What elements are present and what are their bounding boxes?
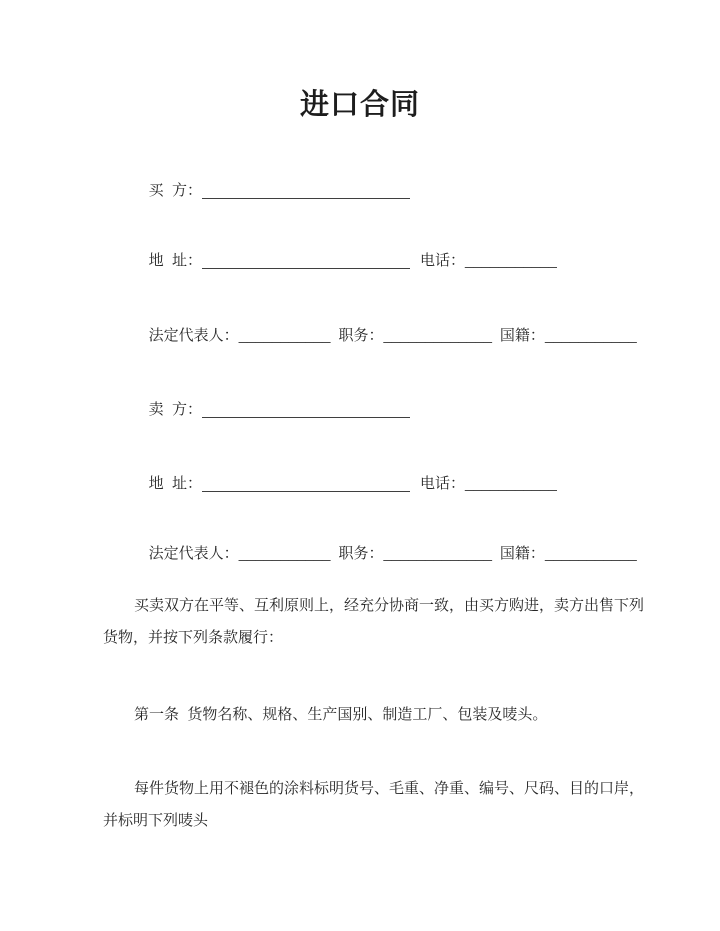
buyer-rep-label: 法定代表人： — [148, 327, 239, 344]
seller-address-blank — [202, 477, 410, 492]
buyer-address-label: 地 址： — [148, 252, 203, 269]
buyer-address-blank — [202, 254, 410, 269]
seller-phone-label: 电话： — [420, 475, 466, 492]
seller-nationality-label: 国籍： — [499, 545, 545, 562]
buyer-duty-blank: _____________ — [383, 327, 492, 344]
buyer-representative-row — [132, 303, 637, 344]
seller-nationality-blank: ___________ — [544, 545, 637, 562]
clause-1-paragraph: 第一条 货物名称、规格、生产国别、制造工厂、包装及唛头。 — [134, 706, 548, 723]
buyer-nationality-label: 国籍： — [499, 327, 545, 344]
seller-rep-blank: ___________ — [238, 545, 331, 562]
buyer-rep-blank: ___________ — [238, 327, 331, 344]
buyer-phone-label: 电话： — [420, 252, 466, 269]
seller-address-label: 地 址： — [148, 475, 203, 492]
seller-address-row — [132, 451, 557, 492]
seller-name-row — [132, 377, 410, 418]
seller-duty-blank: _____________ — [383, 545, 492, 562]
seller-phone-blank: ___________ — [465, 475, 557, 492]
buyer-label: 买 方： — [148, 182, 203, 199]
buyer-name-row — [132, 158, 410, 199]
seller-rep-label: 法定代表人： — [148, 545, 239, 562]
seller-label: 卖 方： — [148, 401, 203, 418]
seller-duty-label: 职务： — [338, 545, 384, 562]
buyer-phone-blank: ___________ — [465, 252, 557, 269]
buyer-address-row — [132, 228, 557, 269]
document-title: 进口合同 — [299, 89, 420, 121]
marking-paragraph: 每件货物上用不褪色的涂料标明货号、毛重、净重、编号、尺码、目的口岸，并标明下列唛头 — [103, 780, 645, 829]
intro-paragraph: 买卖双方在平等、互利原则上，经充分协商一致，由买方购进，卖方出售下列货物，并按下列条款履行： — [103, 597, 645, 646]
buyer-duty-label: 职务： — [338, 327, 384, 344]
seller-representative-row — [132, 521, 637, 562]
buyer-nationality-blank: ___________ — [544, 327, 637, 344]
seller-name-blank — [202, 403, 410, 418]
buyer-name-blank — [202, 184, 410, 199]
